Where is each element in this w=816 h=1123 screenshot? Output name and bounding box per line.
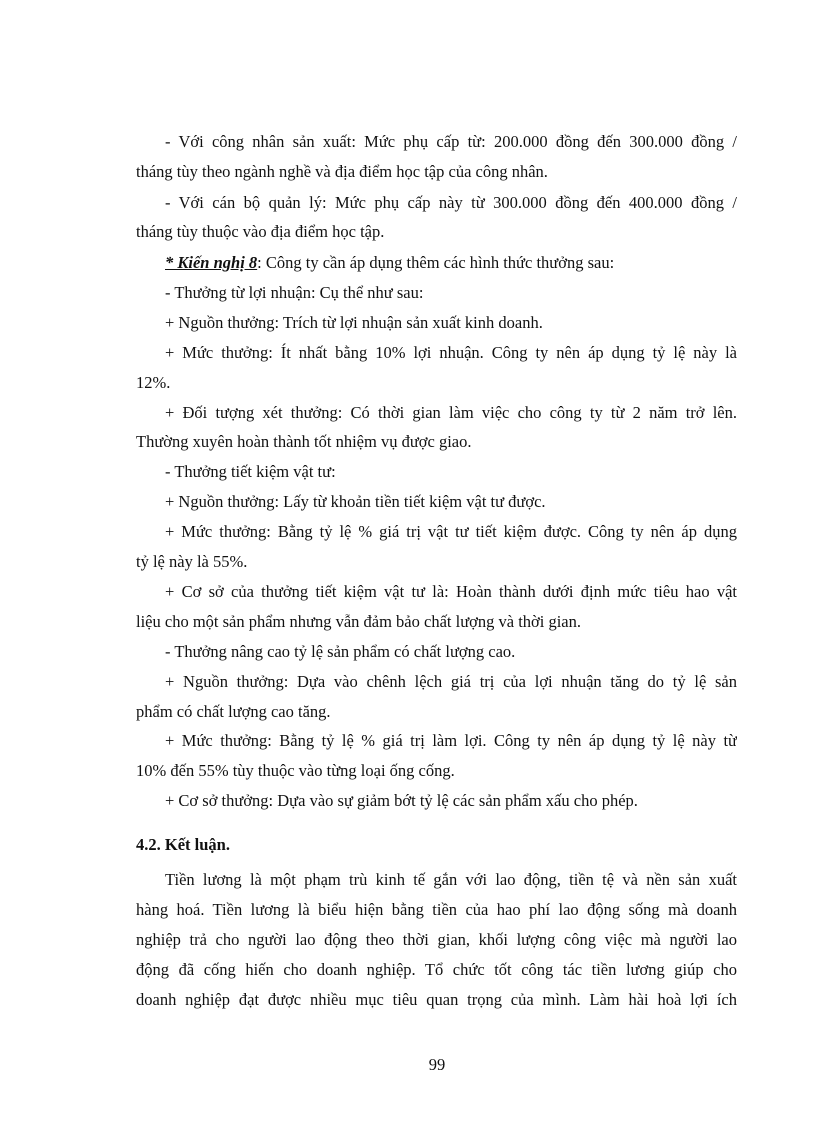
recommendation-label: * Kiến nghị 8 bbox=[165, 253, 258, 272]
section-heading: 4.2. Kết luận. bbox=[136, 835, 230, 854]
text-line: - Với cán bộ quản lý: Mức phụ cấp này từ 300.000 đồng đến 400.000 đồng / bbox=[165, 193, 737, 212]
text-line: + Nguồn thưởng: Dựa vào chênh lệch giá trị của lợi nhuận tăng do tỷ lệ sản bbox=[165, 672, 737, 691]
text-line: Tiền lương là một phạm trù kinh tế gắn với lao động, tiền tệ và nền sản xuất bbox=[165, 870, 737, 889]
text-line: tháng tùy thuộc vào địa điểm học tập. bbox=[136, 222, 385, 241]
text-line: liệu cho một sản phẩm nhưng vẫn đảm bảo chất lượng và thời gian. bbox=[136, 612, 581, 631]
text-line: tỷ lệ này là 55%. bbox=[136, 552, 248, 571]
text-line: - Thưởng từ lợi nhuận: Cụ thể như sau: bbox=[165, 283, 424, 302]
text-line: 10% đến 55% tùy thuộc vào từng loại ống cống. bbox=[136, 761, 455, 780]
text-line: tháng tùy theo ngành nghề và địa điểm học tập của công nhân. bbox=[136, 162, 548, 181]
text-line: + Mức thưởng: Bằng tỷ lệ % giá trị làm lợi. Công ty nên áp dụng tỷ lệ này từ bbox=[165, 731, 737, 750]
text-line: phẩm có chất lượng cao tăng. bbox=[136, 702, 331, 721]
text-line: + Nguồn thưởng: Trích từ lợi nhuận sản xuất kinh doanh. bbox=[165, 313, 543, 332]
text-line: + Cơ sở thưởng: Dựa vào sự giảm bớt tỷ lệ các sản phẩm xấu cho phép. bbox=[165, 791, 638, 810]
text-line: + Nguồn thưởng: Lấy từ khoản tiền tiết kiệm vật tư được. bbox=[165, 492, 546, 511]
text-line: + Mức thưởng: Bằng tỷ lệ % giá trị vật tư tiết kiệm được. Công ty nên áp dụng bbox=[165, 522, 737, 541]
recommendation-text: : Công ty cần áp dụng thêm các hình thức thưởng sau: bbox=[257, 253, 615, 272]
text-line: - Thưởng nâng cao tỷ lệ sản phẩm có chất lượng cao. bbox=[165, 642, 516, 661]
text-line: doanh nghiệp đạt được nhiều mục tiêu quan trọng của mình. Làm hài hoà lợi ích bbox=[136, 990, 737, 1009]
text-line: - Thưởng tiết kiệm vật tư: bbox=[165, 462, 336, 481]
text-line: + Đối tượng xét thưởng: Có thời gian làm việc cho công ty từ 2 năm trở lên. bbox=[165, 403, 737, 422]
text-line: động đã cống hiến cho doanh nghiệp. Tổ chức tốt công tác tiền lương giúp cho bbox=[136, 960, 737, 979]
text-line: nghiệp trả cho người lao động theo thời gian, khối lượng công việc mà người lao bbox=[136, 930, 737, 949]
text-line: 12%. bbox=[136, 373, 171, 392]
recommendation-line bbox=[165, 252, 737, 274]
page-number: 99 bbox=[428, 1055, 446, 1074]
text-line: + Cơ sở của thưởng tiết kiệm vật tư là: Hoàn thành dưới định mức tiêu hao vật bbox=[165, 582, 737, 601]
text-line: Thường xuyên hoàn thành tốt nhiệm vụ được giao. bbox=[136, 432, 472, 451]
text-line: - Với công nhân sản xuất: Mức phụ cấp từ: 200.000 đồng đến 300.000 đồng / bbox=[165, 132, 737, 151]
text-line: hàng hoá. Tiền lương là biểu hiện bằng tiền của hao phí lao động sống mà doanh bbox=[136, 900, 737, 919]
text-line: + Mức thưởng: Ít nhất bằng 10% lợi nhuận. Công ty nên áp dụng tỷ lệ này là bbox=[165, 343, 737, 362]
